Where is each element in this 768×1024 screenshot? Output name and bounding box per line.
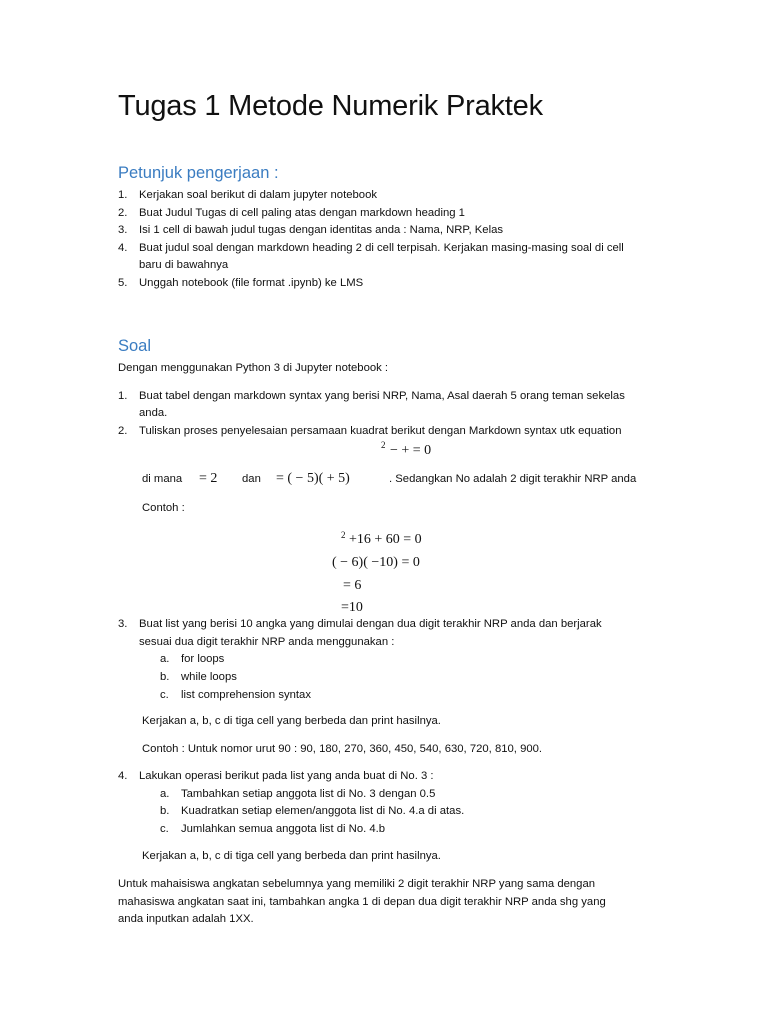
q3-text-cont: sesuai dua digit terakhir NRP anda menggunakan : <box>139 636 395 648</box>
q2-dimana-eq2: = ( − 5)( + 5) <box>276 471 350 486</box>
q3-note: Kerjakan a, b, c di tiga cell yang berbeda dan print hasilnya. <box>142 715 441 727</box>
q4-sub-c: Jumlahkan semua anggota list di No. 4.b <box>181 823 386 835</box>
q4-sub-b-num: b. <box>160 805 170 817</box>
q4-sub-b: Kuadratkan setiap elemen/anggota list di No. 4.a di atas. <box>181 805 465 817</box>
q2-text: Tuliskan proses penyelesaian persamaan kuadrat berikut dengan Markdown syntax utk equation <box>139 425 622 437</box>
q3-sub-c: list comprehension syntax <box>181 689 311 701</box>
petunjuk-item-5: Unggah notebook (file format .ipynb) ke LMS <box>139 277 364 289</box>
q2-eq-superscript: 2 <box>381 440 386 450</box>
petunjuk-num-5: 5. <box>118 277 128 289</box>
q2-example-line-2: ( − 6)( −10) = 0 <box>332 555 420 570</box>
footer-line-3: anda inputkan adalah 1XX. <box>118 913 254 925</box>
q3-text: Buat list yang berisi 10 angka yang dimulai dengan dua digit terakhir NRP anda dan berjarak <box>139 618 602 630</box>
q1-text-cont: anda. <box>139 407 168 419</box>
q1-text: Buat tabel dengan markdown syntax yang berisi NRP, Nama, Asal daerah 5 orang teman sekelas <box>139 390 625 402</box>
q3-sub-a: for loops <box>181 653 225 665</box>
q2-sedangkan: . Sedangkan No adalah 2 digit terakhir NRP anda <box>389 473 637 485</box>
soal-heading: Soal <box>118 337 152 355</box>
q2-contoh-label: Contoh : <box>142 502 185 514</box>
q3-sub-b-num: b. <box>160 671 170 683</box>
petunjuk-num-3: 3. <box>118 224 128 236</box>
q3-contoh: Contoh : Untuk nomor urut 90 : 90, 180, 270, 360, 450, 540, 630, 720, 810, 900. <box>142 743 543 755</box>
q2-equation: − + = 0 <box>390 443 432 458</box>
q2-example-line-1: +16 + 60 = 0 <box>349 532 422 547</box>
q3-sub-a-num: a. <box>160 653 170 665</box>
q4-note: Kerjakan a, b, c di tiga cell yang berbeda dan print hasilnya. <box>142 850 441 862</box>
q3-num: 3. <box>118 618 128 630</box>
petunjuk-num-1: 1. <box>118 189 128 201</box>
q4-sub-a-num: a. <box>160 788 170 800</box>
footer-line-1: Untuk mahaisiswa angkatan sebelumnya yang memiliki 2 digit terakhir NRP yang sama dengan <box>118 878 596 890</box>
q1-num: 1. <box>118 390 128 402</box>
footer-line-2: mahasiswa angkatan saat ini, tambahkan angka 1 di depan dua digit terakhir NRP anda shg yang <box>118 896 606 908</box>
petunjuk-num-4: 4. <box>118 242 128 254</box>
q4-sub-a: Tambahkan setiap anggota list di No. 3 dengan 0.5 <box>181 788 436 800</box>
soal-intro: Dengan menggunakan Python 3 di Jupyter notebook : <box>118 362 389 374</box>
q3-sub-c-num: c. <box>160 689 169 701</box>
petunjuk-item-1: Kerjakan soal berikut di dalam jupyter notebook <box>139 189 378 201</box>
q2-dimana-label: di mana <box>142 473 183 485</box>
petunjuk-item-4-cont: baru di bawahnya <box>139 259 229 271</box>
q4-num: 4. <box>118 770 128 782</box>
page-title: Tugas 1 Metode Numerik Praktek <box>118 90 543 122</box>
q2-example-line-3: = 6 <box>343 578 362 593</box>
petunjuk-heading: Petunjuk pengerjaan : <box>118 164 279 182</box>
q4-sub-c-num: c. <box>160 823 169 835</box>
q2-num: 2. <box>118 425 128 437</box>
q4-text: Lakukan operasi berikut pada list yang anda buat di No. 3 : <box>139 770 434 782</box>
petunjuk-item-4: Buat judul soal dengan markdown heading 2 di cell terpisah. Kerjakan masing-masing soal di cell <box>139 242 624 254</box>
petunjuk-item-3: Isi 1 cell di bawah judul tugas dengan identitas anda : Nama, NRP, Kelas <box>139 224 504 236</box>
q3-sub-b: while loops <box>181 671 237 683</box>
q2-dan-label: dan <box>242 473 261 485</box>
q2-example-line-4: =10 <box>341 600 363 615</box>
petunjuk-item-2: Buat Judul Tugas di cell paling atas dengan markdown heading 1 <box>139 207 465 219</box>
petunjuk-num-2: 2. <box>118 207 128 219</box>
q2-example-superscript: 2 <box>341 530 346 540</box>
q2-dimana-eq1: = 2 <box>199 471 218 486</box>
